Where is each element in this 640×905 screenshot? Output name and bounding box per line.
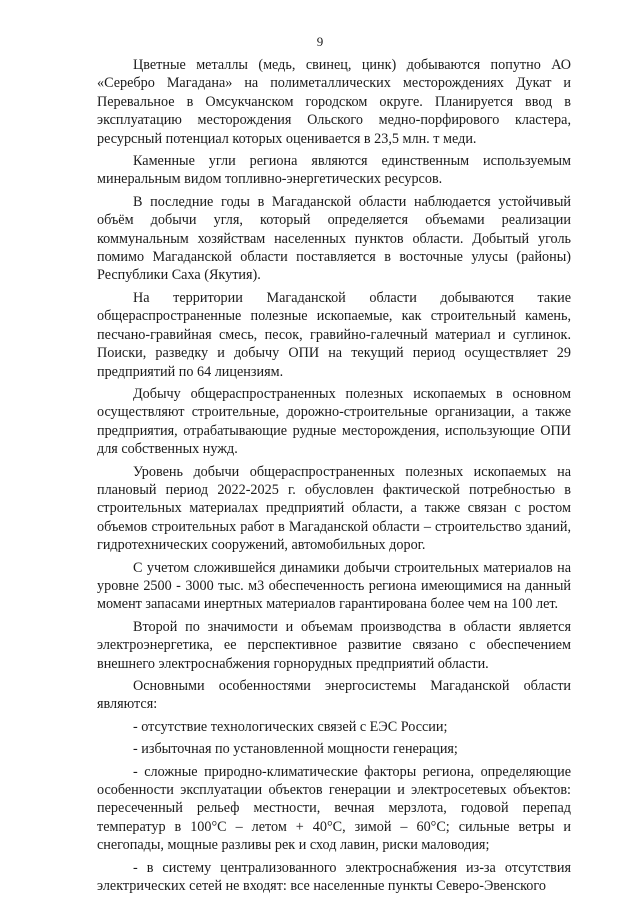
- list-item-isolated-settlements: - в систему централизованного электроснабжения из-за отсутствия электрических сетей не входят: все населенные пункты Северо-Эвенского: [97, 859, 571, 895]
- paragraph-power-industry: Второй по значимости и объемам производства в области является электроэнергетика, ее перспективное развитие связано с обеспечением внешнего электроснабжения горнорудных предприятий области.: [97, 618, 571, 672]
- document-body: [97, 56, 571, 895]
- paragraph-reserves: С учетом сложившейся динамики добычи строительных материалов на уровне 2500 - 3000 тыс. м3 обеспеченность региона имеющимися на данный момент запасами инертных материалов гарантирована более чем на 100 лет.: [97, 559, 571, 613]
- page-number: 9: [316, 34, 324, 49]
- paragraph-energy-features-intro: Основными особенностями энергосистемы Магаданской области являются:: [97, 678, 571, 713]
- paragraph-mining-organizations: Добычу общераспространенных полезных ископаемых в основном осуществляют строительные, дорожно-строительные организации, а также предприятия, отрабатывающие рудные месторождения, использующие ОПИ для собственных нужд.: [97, 385, 571, 458]
- paragraph-coal-production: В последние годы в Магаданской области наблюдается устойчивый объём добычи угля, который определяется объемами реализации коммунальным хозяйствам населенных пунктов области. Добытый уголь помимо Магаданской области поставляется в восточные улусы (районы) Республики Саха (Якутия).: [97, 193, 571, 284]
- list-item-climate-factors: - сложные природно-климатические факторы региона, определяющие особенности эксплуатации объектов генерации и электросетевых объектов: пересеченный рельеф местности, вечная мерзлота, годовой перепад температур в 100°С – летом + 40°С, зимой – 60°С; сильные ветры и снегопады, мощные разливы рек и сход лавин, риски маловодия;: [97, 763, 571, 854]
- paragraph-common-minerals: На территории Магаданской области добываются такие общераспространенные полезные ископаемые, как строительный камень, песчано-гравийная смесь, песок, гравийно-галечный материал и суглинок. Поиски, разведку и добычу ОПИ на текущий период осуществляет 29 предприятий по 64 лицензиям.: [97, 289, 571, 380]
- list-item-no-ues-connection: - отсутствие технологических связей с ЕЭС России;: [133, 718, 448, 735]
- list-item-excess-generation: - избыточная по установленной мощности генерация;: [133, 741, 458, 758]
- paragraph-coal-resource: Каменные угли региона являются единственным используемым минеральным видом топливно-энергетических ресурсов.: [97, 153, 571, 188]
- paragraph-production-level: Уровень добычи общераспространенных полезных ископаемых на плановый период 2022-2025 г. обусловлен фактической потребностью в строительных материалах предприятий области, а также связан с ростом объемов строительных работ в Магаданской области – строительство зданий, гидротехнических сооружений, автомобильных дорог.: [97, 463, 571, 554]
- paragraph-nonferrous-metals: Цветные металлы (медь, свинец, цинк) добываются попутно АО «Серебро Магадана» на полиметаллических месторождениях Дукат и Перевальное в Омсукчанском городском округе. Планируется ввод в эксплуатацию месторождения Ольского медно-порфирового кластера, ресурсный потенциал которых оценивается в 23,5 млн. т меди.: [97, 57, 571, 147]
